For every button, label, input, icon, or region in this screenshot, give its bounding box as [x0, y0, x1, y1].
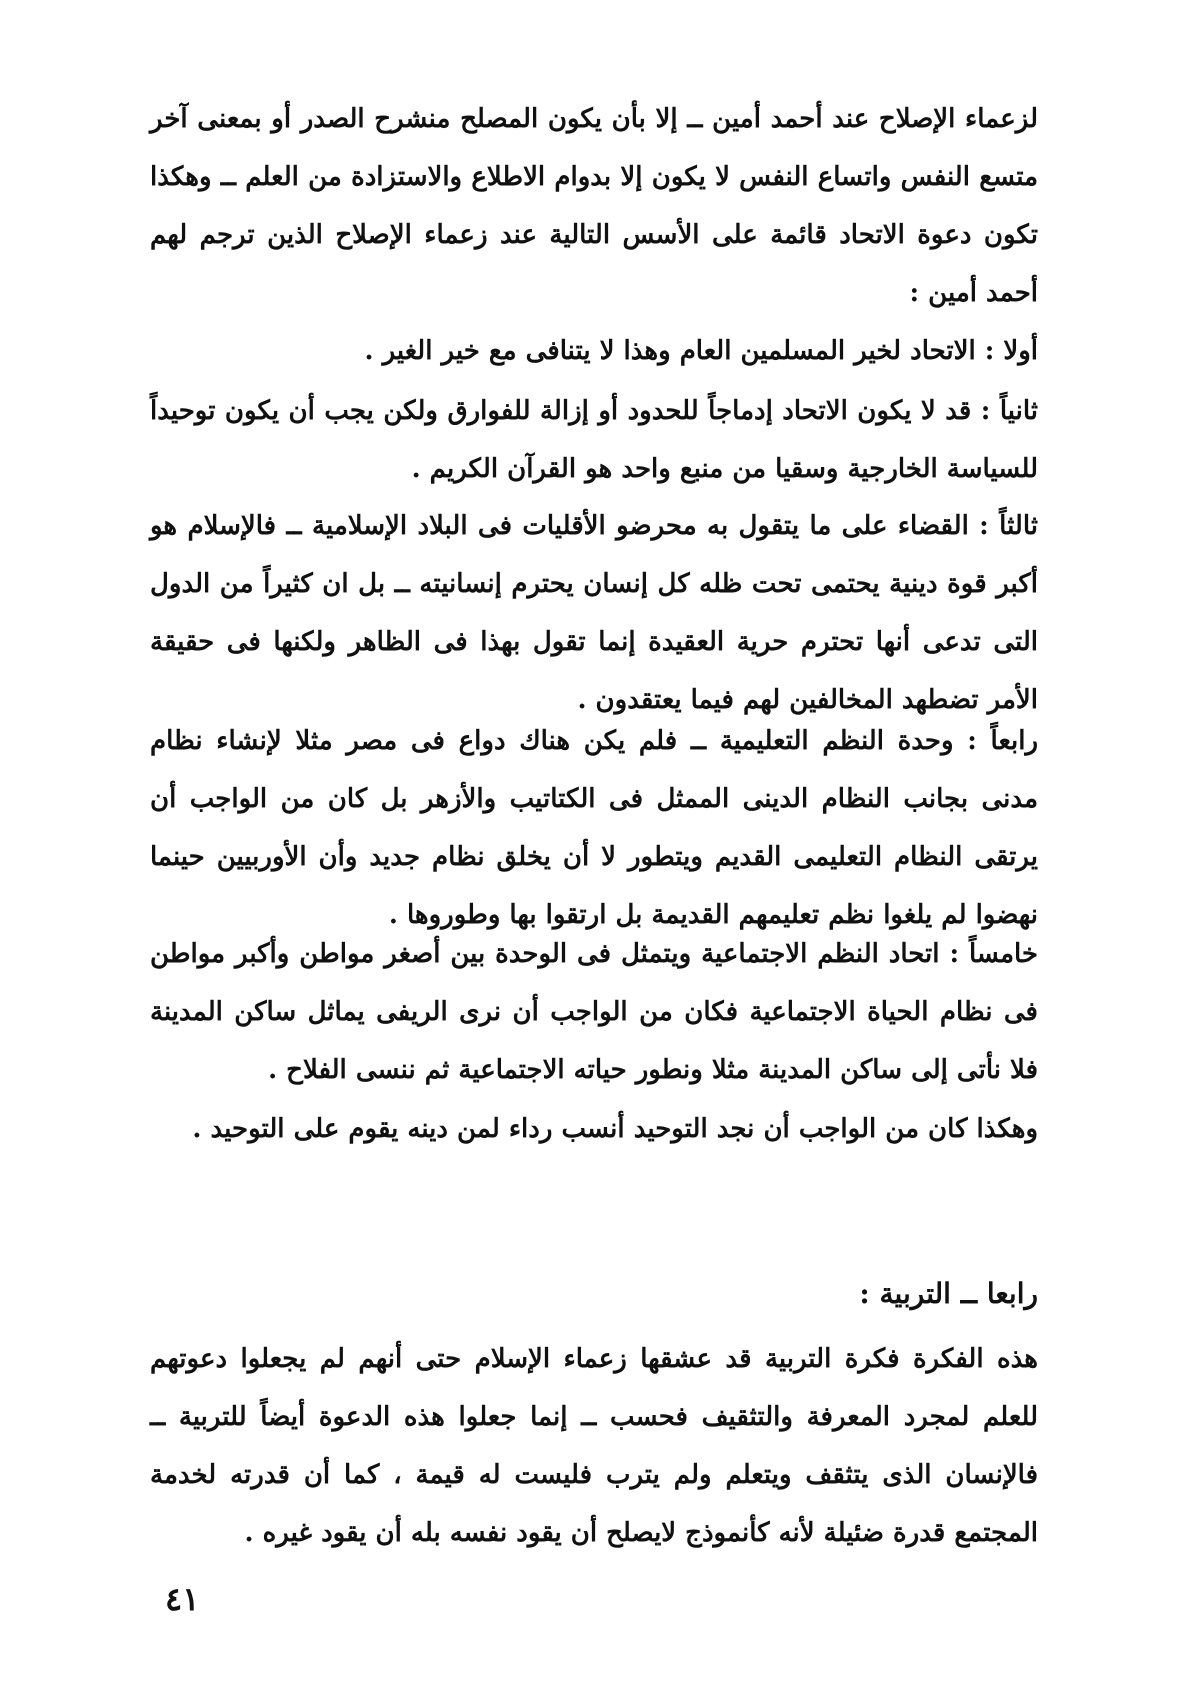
paragraph-second: ثانياً : قد لا يكون الاتحاد إدماجاً للحدود أو إزالة للفوارق ولكن يجب أن يكون توحيداً للسياسة الخارجية وسقيا من منبع واحد هو القرآن الكريم . — [150, 396, 1038, 484]
paragraph-third: ثالثاً : القضاء على ما يتقول به محرضو الأقليات فى البلاد الإسلامية ــ فالإسلام هو أكبر قوة دينية يحتمى تحت ظله كل إنسان يحترم إنسانيته ــ بل ان كثيراً من الدول التى تدعى أنها تحترم حرية العقيدة إنما تقول بهذا فى الظاهر ولكنها فى حقيقة الأمر تضطهد المخالفين لهم فيما يعتقدون . — [150, 511, 1038, 715]
point-third — [150, 497, 1038, 729]
point-fourth — [150, 712, 1038, 944]
paragraph-first: أولا : الاتحاد لخير المسلمين العام وهذا لا يتنافى مع خير الغير . — [364, 336, 1038, 366]
paragraph-fifth: خامساً : اتحاد النظم الاجتماعية ويتمثل فى الوحدة بين أصغر مواطن وأكبر مواطن فى نظام الحياة الاجتماعية فكان من الواجب أن نرى الريفى يماثل ساكن المدينة فلا نأتى إلى ساكن المدينة مثلا ونطور حياته الاجتماعية ثم ننسى الفلاح . — [150, 939, 1038, 1085]
point-first — [150, 322, 1038, 380]
point-second — [150, 382, 1038, 498]
section-heading: رابعا ــ التربية : — [859, 1277, 1038, 1310]
paragraph-fourth: رابعاً : وحدة النظم التعليمية ــ فلم يكن هناك دواع فى مصر مثلا لإنشاء نظام مدنى بجانب النظام الدينى الممثل فى الكتاتيب والأزهر بل كان من الواجب أن يرتقى النظام التعليمى القديم ويتطور لا أن يخلق نظام جديد وأن الأوربيين حينما نهضوا لم يلغوا نظم تعليمهم القديمة بل ارتقوا بها وطوروها . — [150, 726, 1038, 930]
point-fifth — [150, 925, 1038, 1099]
paragraph-intro: لزعماء الإصلاح عند أحمد أمين ــ إلا بأن يكون المصلح منشرح الصدر أو بمعنى آخر متسع النفس واتساع النفس لا يكون إلا بدوام الاطلاع والاستزادة من العلم ــ وهكذا تكون دعوة الاتحاد قائمة على الأسس التالية عند زعماء الإصلاح الذين ترجم لهم أحمد أمين : — [150, 104, 1038, 308]
paragraph-closing: وهكذا كان من الواجب أن نجد التوحيد أنسب رداء لمن دينه يقوم على التوحيد . — [192, 1114, 1038, 1144]
paragraph-section: هذه الفكرة فكرة التربية قد عشقها زعماء الإسلام حتى أنهم لم يجعلوا دعوتهم للعلم لمجرد المعرفة والتثقيف فحسب ــ إنما جعلوا هذه الدعوة أيضاً للتربية ــ فالإنسان الذى يتثقف ويتعلم ولم يترب فليست له قيمة ، كما أن قدرته لخدمة المجتمع قدرة ضئيلة لأنه كأنموذج لايصلح أن يقود نفسه بله أن يقود غيره . — [150, 1344, 1038, 1548]
intro-paragraph — [150, 90, 1038, 322]
page-number: ٤١ — [165, 1580, 200, 1618]
section-body — [150, 1330, 1038, 1562]
closing-paragraph — [150, 1100, 1038, 1158]
